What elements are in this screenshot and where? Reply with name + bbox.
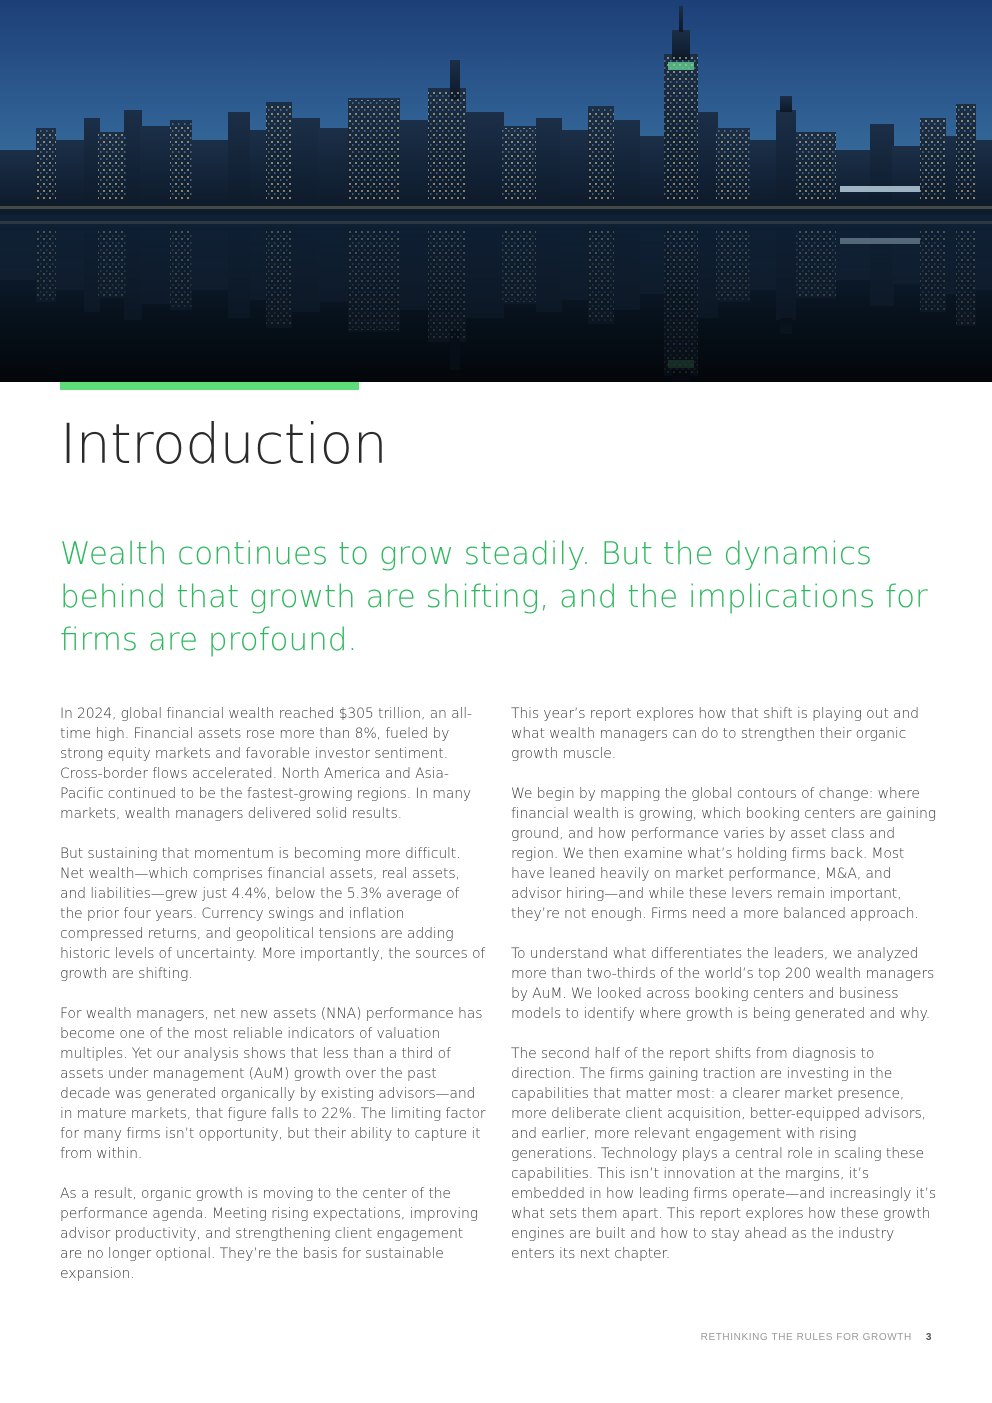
skyline-illustration: [0, 0, 992, 382]
body-paragraph: In 2024, global financial wealth reached $305 trillion, an all-time high. Financial assets rose more than 8%, fueled by strong equity markets and favorable investor sentiment. Cross-border flows accelerated. North America and Asia-Pacific continued to be the fastest-growing regions. In many markets, wealth managers delivered solid results.: [60, 706, 472, 822]
body-paragraph: For wealth managers, net new assets (NNA) performance has become one of the most reliable indicators of valuation multiples. Yet our analysis shows that less than a third of assets under management (AuM) growth over the past decade was generated organically by existing advisors—and in mature markets, that figure falls to 22%. The limiting factor for many firms isn’t opportunity, but their ability to capture it from within.: [60, 1006, 486, 1162]
body-paragraph: But sustaining that momentum is becoming more difficult. Net wealth—which comprises financial assets, real assets, and liabilities—grew just 4.4%, below the 5.3% average of the prior four years. Currency swings and inflation compressed returns, and geopolitical tensions are adding historic levels of uncertainty. More importantly, the sources of growth are shifting.: [60, 846, 486, 982]
running-title: RETHINKING THE RULES FOR GROWTH: [700, 1332, 912, 1343]
lede-paragraph: Wealth continues to grow steadily. But the dynamics behind that growth are shifting, and the implications for firms are profound.: [60, 536, 928, 658]
accent-bar: [60, 382, 359, 390]
body-paragraph: This year’s report explores how that shift is playing out and what wealth managers can do to strengthen their organic growth muscle.: [511, 706, 919, 762]
right-column: [511, 704, 937, 1284]
body-paragraph: The second half of the report shifts from diagnosis to direction. The firms gaining traction are investing in the capabilities that matter most: a clearer market presence, more deliberate client acquisition, better-equipped advisors, and earlier, more relevant engagement with rising generations. Technology plays a central role in scaling these capabilities. This isn’t innovation at the margins, it’s embedded in how leading firms operate—and increasingly it’s what sets them apart. This report explores how these growth engines are built and how to stay ahead as the industry enters its next chapter.: [511, 1046, 937, 1262]
left-column: [60, 704, 486, 1304]
page-number: 3: [925, 1332, 932, 1343]
hero-skyline-image: [0, 0, 992, 382]
page-footer: [701, 1332, 932, 1343]
page-title: Introduction: [60, 412, 388, 476]
body-paragraph: We begin by mapping the global contours of change: where financial wealth is growing, which booking centers are gaining ground, and how performance varies by asset class and region. We then examine what’s holding firms back. Most have leaned heavily on market performance, M&A, and advisor hiring—and while these levers remain important, they’re not enough. Firms need a more balanced approach.: [511, 786, 937, 922]
body-paragraph: As a result, organic growth is moving to the center of the performance agenda. Meeting rising expectations, improving advisor productivity, and strengthening client engagement are no longer optional. They’re the basis for sustainable expansion.: [60, 1186, 479, 1282]
body-paragraph: To understand what differentiates the leaders, we analyzed more than two-thirds of the world’s top 200 wealth managers by AuM. We looked across booking centers and business models to identify where growth is being generated and why.: [511, 946, 935, 1022]
